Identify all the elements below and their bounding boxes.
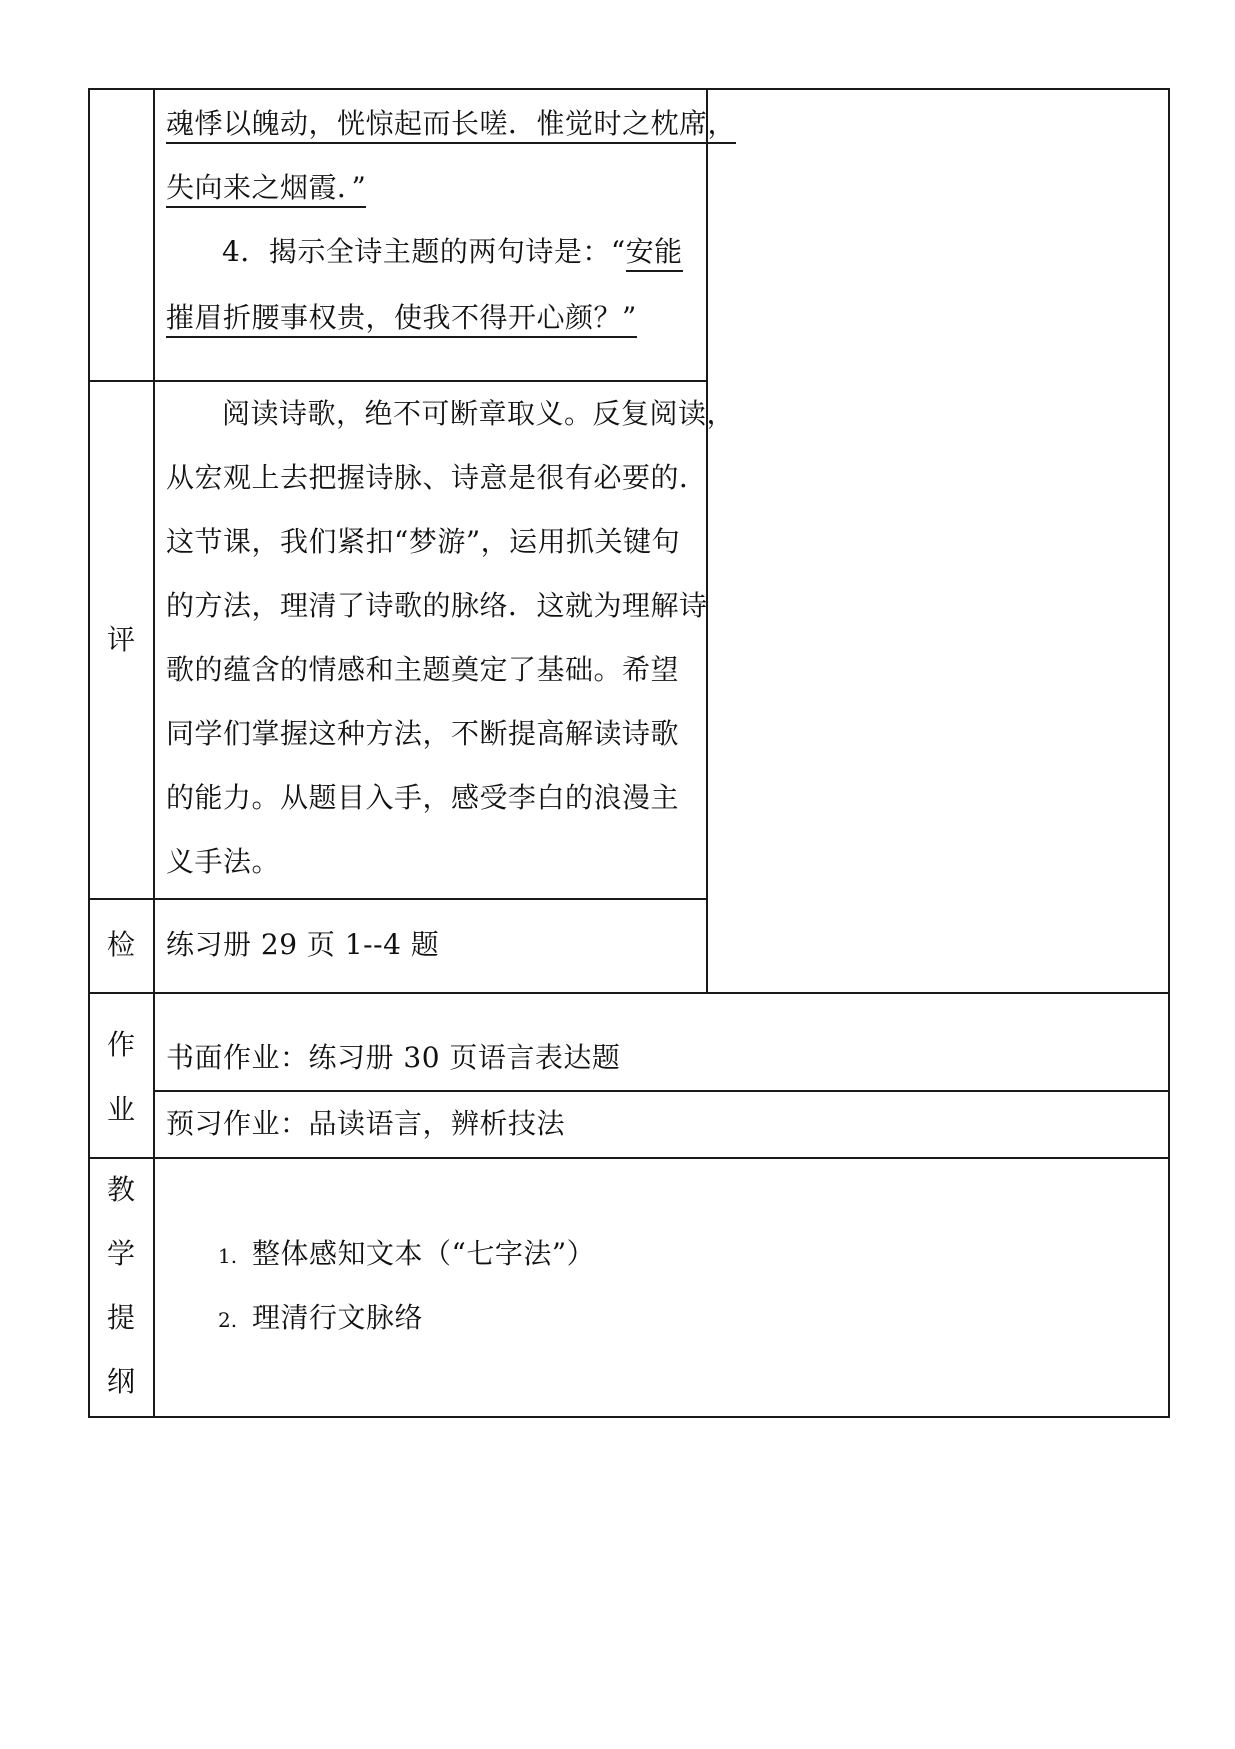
outline-item-2-number: 2. — [218, 1308, 238, 1332]
table-left-border — [88, 88, 90, 1418]
ping-line-3: 这节课，我们紧扣“梦游”，运用抓关键句 — [166, 525, 681, 558]
ping-line-1: 阅读诗歌，绝不可断章取义。反复阅读， — [222, 397, 736, 430]
question-4-line-1 — [222, 232, 683, 272]
row1-line-2 — [166, 168, 366, 208]
zuoye-label-2: 业 — [106, 1093, 135, 1126]
ping-line-8: 义手法。 — [166, 845, 281, 878]
zuoye-label-1: 作 — [106, 1028, 135, 1061]
jian-label: 检 — [106, 928, 135, 961]
ping-bottom-border — [88, 898, 708, 900]
zuoye-bottom-border — [88, 1157, 1170, 1159]
ping-line-2: 从宏观上去把握诗脉、诗意是很有必要的． — [166, 461, 708, 494]
outline-label-2: 学 — [106, 1237, 135, 1270]
outline-label-4: 纲 — [106, 1365, 135, 1398]
table-right-border — [1168, 88, 1170, 1418]
label-column-divider — [153, 88, 155, 1418]
table-bottom-border — [88, 1416, 1170, 1418]
outline-item-1-number: 1. — [218, 1244, 238, 1268]
content-column-divider — [706, 88, 708, 994]
question-4-line-2 — [166, 298, 637, 338]
zuoye-mid-border — [153, 1090, 1170, 1092]
jian-bottom-border — [88, 992, 1170, 994]
ping-line-6: 同学们掌握这种方法，不断提高解读诗歌 — [166, 717, 680, 750]
question-4-answer-end: 摧眉折腰事权贵，使我不得开心颜？” — [166, 301, 637, 338]
jian-text: 练习册 29 页 1--4 题 — [166, 928, 440, 961]
underlined-quote-2: 失向来之烟霞．” — [166, 171, 366, 208]
ping-label: 评 — [106, 623, 135, 656]
outline-label-1: 教 — [106, 1173, 135, 1206]
question-4-answer-start: 安能 — [626, 235, 683, 272]
table-top-border — [88, 88, 1170, 90]
underlined-quote-1: 魂悸以魄动，恍惊起而长嗟．惟觉时之枕席， — [166, 107, 736, 144]
outline-item-1-text: 整体感知文本（“七字法”） — [252, 1237, 596, 1270]
ping-line-4: 的方法，理清了诗歌的脉络．这就为理解诗 — [166, 589, 708, 622]
outline-label-3: 提 — [106, 1301, 135, 1334]
row1-line-1 — [166, 104, 736, 144]
ping-line-7: 的能力。从题目入手，感受李白的浪漫主 — [166, 781, 680, 814]
written-homework: 书面作业：练习册 30 页语言表达题 — [166, 1041, 621, 1074]
ping-line-5: 歌的蕴含的情感和主题奠定了基础。希望 — [166, 653, 680, 686]
question-4-prefix: 4．揭示全诗主题的两句诗是：“ — [222, 235, 626, 268]
outline-item-2-text: 理清行文脉络 — [252, 1301, 424, 1334]
row1-bottom-border — [88, 380, 708, 382]
preview-homework: 预习作业：品读语言，辨析技法 — [166, 1107, 566, 1140]
